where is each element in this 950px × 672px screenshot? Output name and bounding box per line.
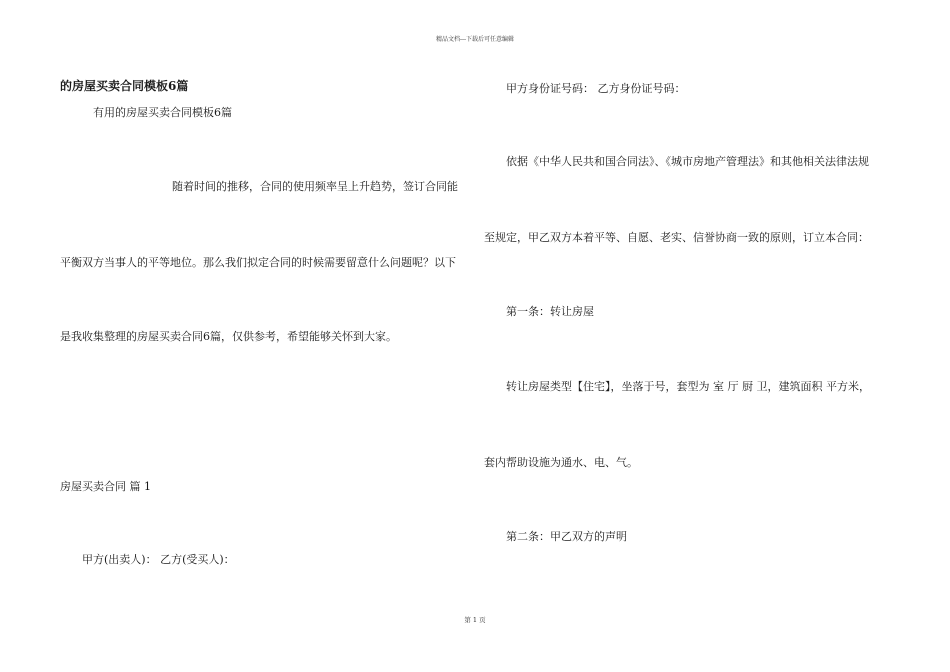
article-1-line-2: 套内帮助设施为通水、电、气。 — [484, 456, 638, 469]
intro-paragraph-line-1: 随着时间的推移，合同的使用频率呈上升趋势，签订合同能 — [172, 180, 458, 193]
article-2-title: 第二条：甲乙双方的声明 — [506, 530, 627, 543]
document-subtitle: 有用的房屋买卖合同模板6篇 — [93, 106, 232, 119]
section-heading-contract-1: 房屋买卖合同 篇 1 — [60, 480, 151, 493]
legal-basis-line-1: 依据《中华人民共和国合同法》、《城市房地产管理法》和其他相关法律法规 — [506, 155, 869, 168]
article-1-line-1: 转让房屋类型【住宅】，坐落于号，套型为 室 厅 厨 卫，建筑面积 平方米， — [506, 380, 870, 393]
parties-line: 甲方(出卖人)： 乙方(受买人)： — [82, 553, 235, 566]
page-header: 精品文档---下载后可任意编辑 — [435, 36, 515, 43]
page-number: 第 1 页 — [464, 616, 486, 624]
intro-paragraph-line-3: 是我收集整理的房屋买卖合同6篇，仅供参考，希望能够关怀到大家。 — [60, 330, 397, 343]
article-1-title: 第一条：转让房屋 — [506, 305, 594, 318]
document-title: 的房屋买卖合同模板6篇 — [60, 79, 189, 93]
legal-basis-line-2: 至规定，甲乙双方本着平等、自愿、老实、信誉协商一致的原则，订立本合同： — [484, 231, 869, 244]
id-number-line: 甲方身份证号码： 乙方身份证号码： — [506, 82, 686, 95]
intro-paragraph-line-2: 平衡双方当事人的平等地位。那么我们拟定合同的时候需要留意什么问题呢？以下 — [60, 256, 456, 269]
